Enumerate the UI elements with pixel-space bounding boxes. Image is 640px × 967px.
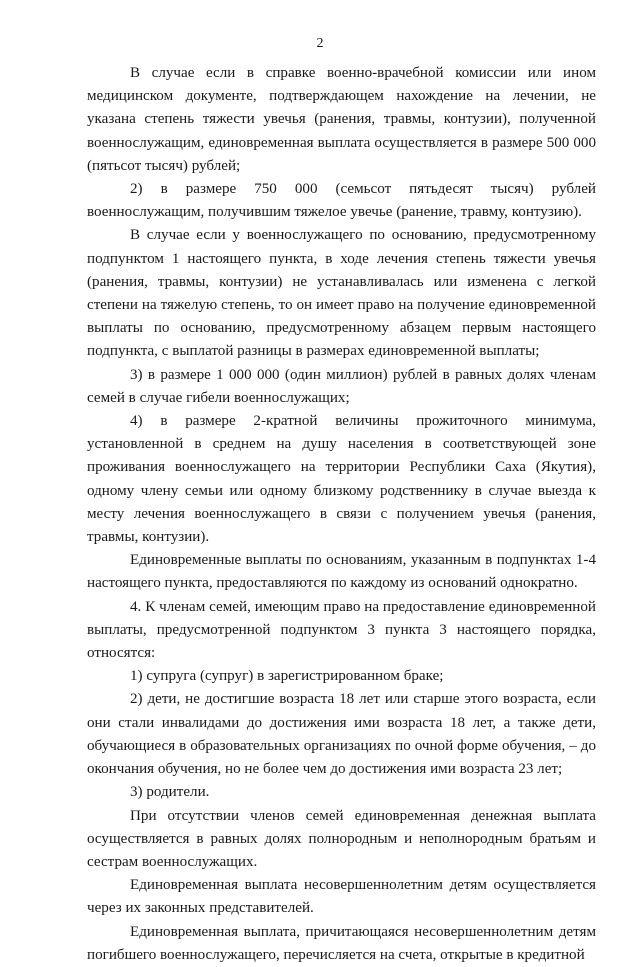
paragraph-spouse: 1) супруга (супруг) в зарегистрированном браке; bbox=[130, 668, 444, 685]
paragraph-children: 2) дети, не достигшие возраста 18 лет или старше этого возраста, если они стали инвалидами до достижения ими возраста 18 лет, а также дети, обучающиеся в образовательных организациях по очной форме обучения, – до окончания обучения, но не более чем до достижения ими возраста 23 лет; bbox=[87, 691, 596, 778]
paragraph-accounts: Единовременная выплата, причитающаяся несовершеннолетним детям погибшего военнослужащего, перечисляется на счета, открытые в кредитной bbox=[87, 923, 596, 963]
paragraph-legal-representatives: Единовременная выплата несовершеннолетним детям осуществляется через их законных представителей. bbox=[87, 877, 596, 917]
paragraph-item-4: 4. К членам семей, имеющим право на предоставление единовременной выплаты, предусмотренной подпунктом 3 пункта 3 настоящего порядка, относятся: bbox=[87, 598, 596, 662]
paragraph-subitem-3: 3) в размере 1 000 000 (один миллион) рублей в равных долях членам семей в случае гибели военнослужащих; bbox=[87, 366, 596, 406]
paragraph-severity-changed: В случае если у военнослужащего по основанию, предусмотренному подпунктом 1 настоящего пункта, в ходе лечения степень тяжести увечья (ранения, травмы, контузии) не устанавливалась или изменена с легкой степени на тяжелую степень, то он имеет право на получение единовременной выплаты по основанию, предусмотренному абзацем первым настоящего подпункта, с выплатой разницы в размерах единовременной выплаты; bbox=[87, 227, 596, 360]
paragraph-one-time-payments: Единовременные выплаты по основаниям, указанным в подпунктах 1-4 настоящего пункта, предоставляются по каждому из оснований однократно. bbox=[87, 552, 596, 592]
paragraph-siblings: При отсутствии членов семей единовременная денежная выплата осуществляется в равных долях полнородным и неполнородным братьям и сестрам военнослужащих. bbox=[87, 807, 596, 870]
paragraph-severity-unspecified: В случае если в справке военно-врачебной комиссии или ином медицинском документе, подтверждающем нахождение на лечении, не указана степень тяжести увечья (ранения, травмы, контузии), полученной военнослужащим, единовременная выплата осуществляется в размере 500 000 (пятьсот тысяч) рублей; bbox=[87, 65, 596, 174]
document-body bbox=[87, 62, 596, 967]
paragraph-subitem-4: 4) в размере 2-кратной величины прожиточного минимума, установленной в среднем на душу населения в соответствующей зоне проживания военнослужащего на территории Республики Саха (Якутия), одному члену семьи или одному близкому родственнику в случае выезда к месту лечения военнослужащего в связи с получением увечья (ранения, травмы, контузии). bbox=[87, 413, 596, 546]
page-number: 2 bbox=[316, 36, 324, 51]
paragraph-parents: 3) родители. bbox=[130, 784, 210, 801]
paragraph-subitem-2: 2) в размере 750 000 (семьсот пятьдесят тысяч) рублей военнослужащим, получившим тяжелое увечье (ранение, травму, контузию). bbox=[87, 181, 596, 221]
